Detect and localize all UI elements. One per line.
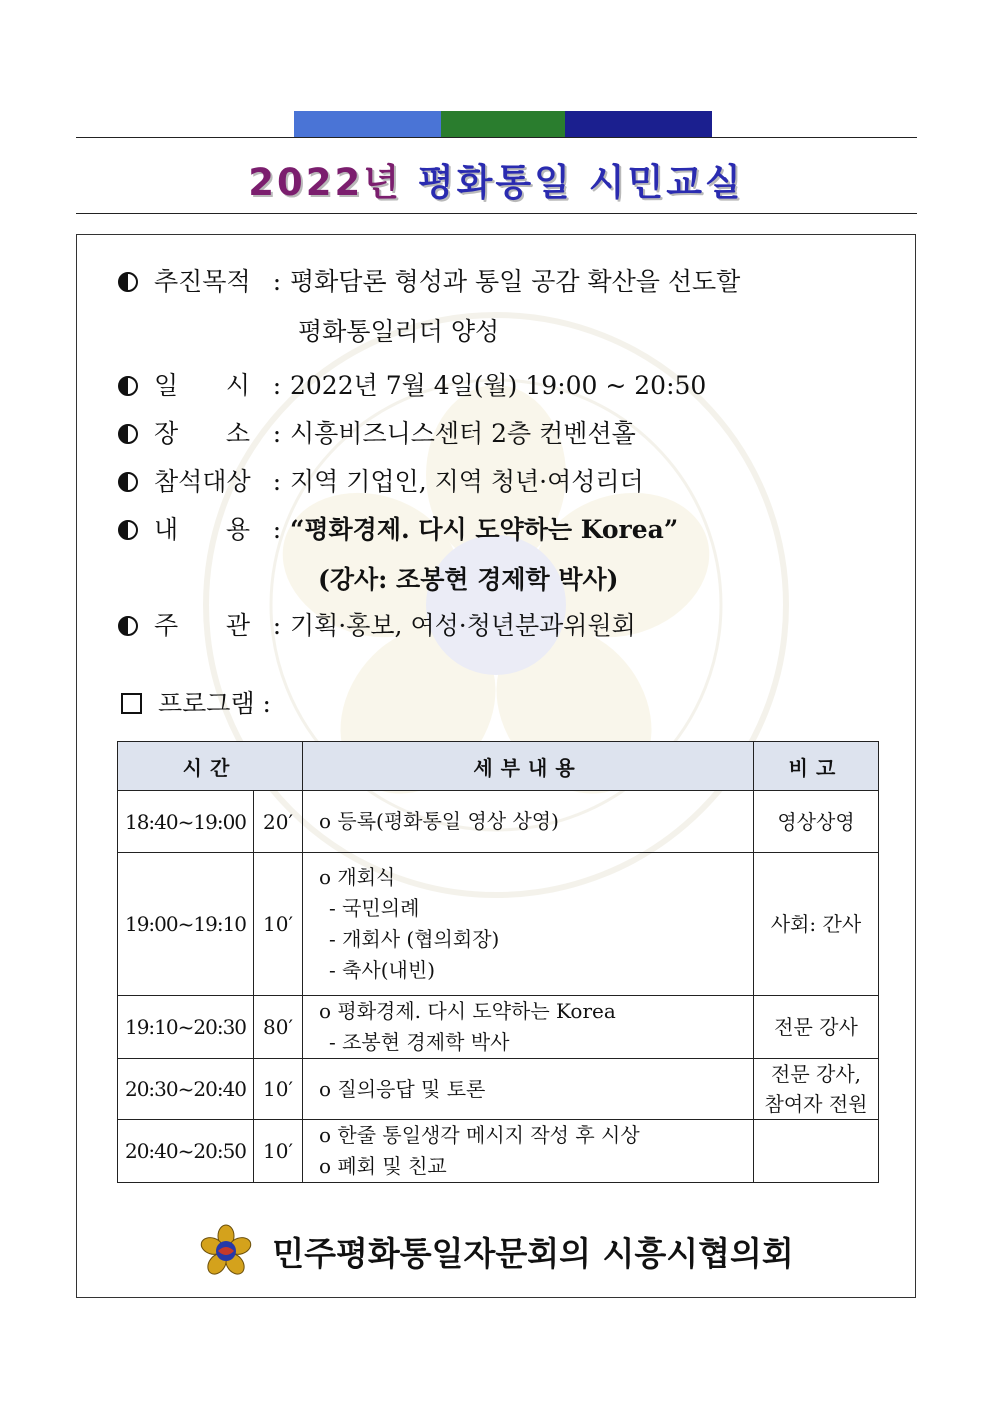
row-note: 전문 강사, 참여자 전원 — [754, 1059, 879, 1120]
purpose-label: 추진목적 — [154, 267, 251, 296]
program-heading — [121, 684, 271, 720]
half-circle-bullet-icon — [118, 520, 138, 540]
content-value: “평화경제. 다시 도약하는 Korea” — [290, 515, 679, 544]
row-note: 사회: 간사 — [754, 853, 879, 996]
table-row — [118, 853, 879, 996]
place-row: 장 소 : 시흥비즈니스센터 2층 컨벤션홀 — [118, 414, 636, 450]
purpose-row-continued — [298, 312, 499, 348]
page-title — [0, 152, 992, 206]
program-label: 프로그램 : — [158, 689, 271, 718]
row-note — [754, 1120, 879, 1183]
row-content: o 개회식 - 국민의례 - 개회사 (협의회장) - 축사(내빈) — [303, 853, 754, 996]
target-value: 지역 기업인, 지역 청년·여성리더 — [290, 467, 644, 496]
row-duration: 10′ — [254, 853, 303, 996]
header-color-bar-green — [441, 111, 565, 137]
row-content: o 평화경제. 다시 도약하는 Korea - 조봉현 경제학 박사 — [303, 996, 754, 1059]
row-content: o 등록(평화통일 영상 상영) — [303, 791, 754, 853]
row-duration: 80′ — [254, 996, 303, 1059]
half-circle-bullet-icon — [118, 616, 138, 636]
row-time: 19:00~19:10 — [118, 853, 254, 996]
speaker-row — [318, 560, 619, 596]
row-note: 영상상영 — [754, 791, 879, 853]
row-time: 19:10~20:30 — [118, 996, 254, 1059]
row-duration: 10′ — [254, 1120, 303, 1183]
program-table — [117, 741, 879, 1183]
half-circle-bullet-icon — [118, 424, 138, 444]
row-time: 20:30~20:40 — [118, 1059, 254, 1120]
host-label: 주 관 — [154, 611, 250, 640]
content-row: 내 용 : “평화경제. 다시 도약하는 Korea” — [118, 510, 678, 546]
purpose-row: 추진목적 : 평화담론 형성과 통일 공감 확산을 선도할 — [118, 262, 740, 298]
row-note: 전문 강사 — [754, 996, 879, 1059]
row-duration: 20′ — [254, 791, 303, 853]
title-bottom-rule — [76, 213, 917, 214]
target-row: 참석대상 : 지역 기업인, 지역 청년·여성리더 — [118, 462, 644, 498]
row-content: o 질의응답 및 토론 — [303, 1059, 754, 1120]
footer — [0, 1223, 992, 1279]
speaker-value: (강사: 조봉현 경제학 박사) — [318, 565, 619, 594]
table-row — [118, 791, 879, 853]
half-circle-bullet-icon — [118, 272, 138, 292]
title-top-rule — [76, 137, 917, 138]
square-bullet-icon — [121, 693, 142, 714]
header-note: 비고 — [754, 742, 879, 791]
date-label: 일 시 — [154, 371, 250, 400]
purpose-value-line2: 평화통일리더 양성 — [298, 317, 500, 346]
organization-name: 민주평화통일자문회의 시흥시협의회 — [272, 1233, 794, 1273]
place-label: 장 소 — [154, 419, 250, 448]
header-time: 시간 — [118, 742, 303, 791]
table-row — [118, 1120, 879, 1183]
target-label: 참석대상 — [154, 467, 251, 496]
header-color-bar-blue — [294, 111, 441, 137]
header-content: 세부내용 — [303, 742, 754, 791]
place-value: 시흥비즈니스센터 2층 컨벤션홀 — [290, 419, 636, 448]
date-row: 일 시 : 2022년 7월 4일(월) 19:00 ~ 20:50 — [118, 366, 706, 402]
table-header-row — [118, 742, 879, 791]
table-row — [118, 996, 879, 1059]
council-logo-icon — [198, 1223, 254, 1279]
half-circle-bullet-icon — [118, 376, 138, 396]
row-content: o 한줄 통일생각 메시지 작성 후 시상 o 폐회 및 친교 — [303, 1120, 754, 1183]
header-color-bar-navy — [565, 111, 712, 137]
row-duration: 10′ — [254, 1059, 303, 1120]
row-time: 18:40~19:00 — [118, 791, 254, 853]
table-row — [118, 1059, 879, 1120]
content-label: 내 용 — [154, 515, 250, 544]
purpose-value: 평화담론 형성과 통일 공감 확산을 선도할 — [290, 267, 741, 296]
date-value: 2022년 7월 4일(월) 19:00 ~ 20:50 — [290, 371, 707, 400]
title-year: 2022년 — [248, 161, 402, 204]
host-value: 기획·홍보, 여성·청년분과위원회 — [290, 611, 636, 640]
title-main: 평화통일 시민교실 — [417, 161, 744, 204]
host-row: 주 관 : 기획·홍보, 여성·청년분과위원회 — [118, 606, 636, 642]
half-circle-bullet-icon — [118, 472, 138, 492]
row-time: 20:40~20:50 — [118, 1120, 254, 1183]
